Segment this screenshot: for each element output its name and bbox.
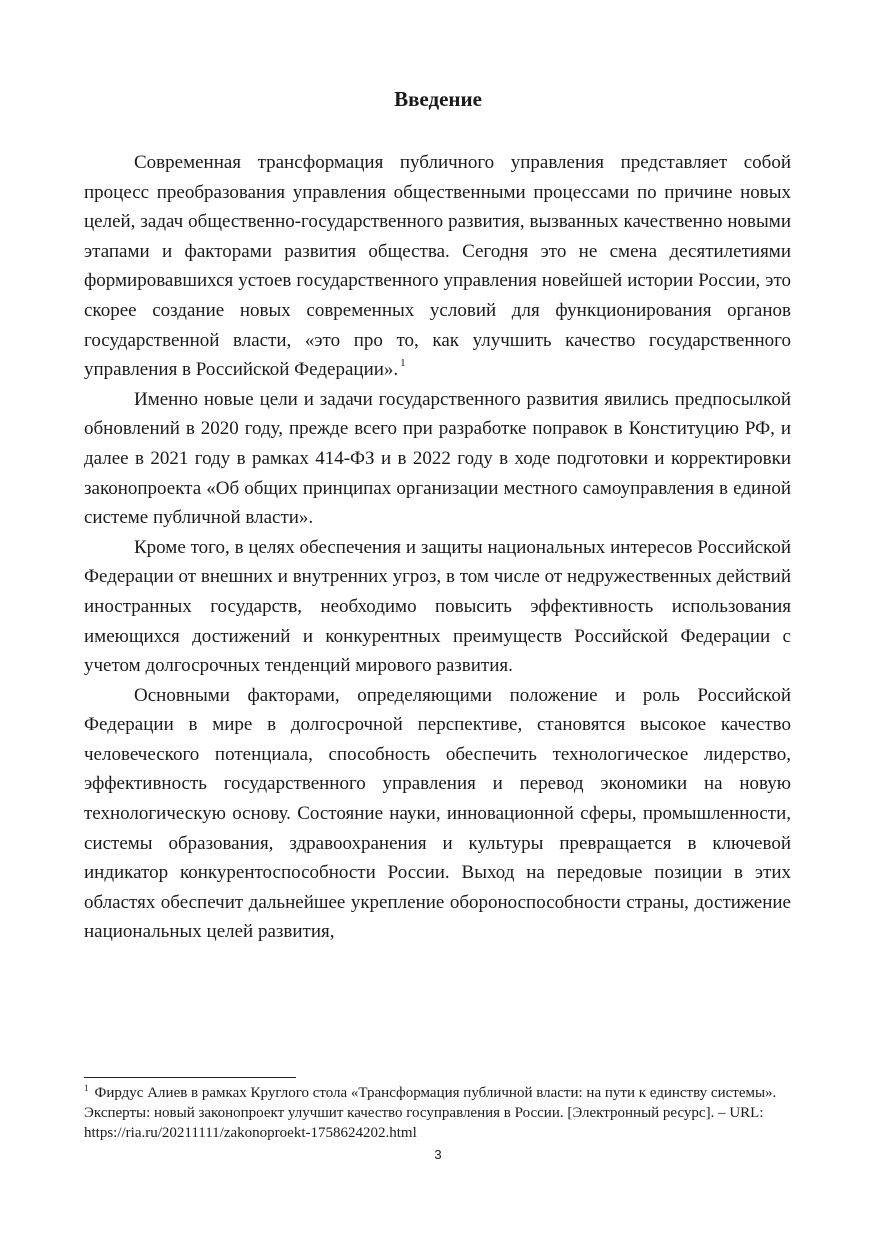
page-number: 3 [434,1147,442,1162]
paragraph-1 [84,148,791,385]
footnote-separator [84,1077,296,1078]
paragraph-4: Основными факторами, определяющими положение и роль Российской Федерации в мире в долгосрочной перспективе, становятся высокое качество человеческого потенциала, способность обеспечить технологическое лидерство, эффективность государственного управления и перевод экономики на новую технологическую основу. Состояние науки, инновационной сферы, промышленности, системы образования, здравоохранения и культуры превращается в ключевой индикатор конкурентоспособности России. Выход на передовые позиции в этих областях обеспечит дальнейшее укрепление обороноспособности страны, достижение национальных целей развития, [84,684,791,943]
footnote-reference[interactable]: 1 [400,356,406,369]
footnote-text: Фирдус Алиев в рамках Круглого стола «Трансформация публичной власти: на пути к единству системы». Эксперты: новый законопроект улучшит качество госуправления в России. [Электронный ресурс]. – URL: https://ria.ru/20211111/zakonoproekt-1758624202.html [84,1085,777,1141]
paragraph-1-text: Современная трансформация публичного управления представляет собой процесс преобразования управления общественными процессами по причине новых целей, задач общественно-государственного развития, вызванных качественно новыми этапами и факторами развития общества. Сегодня это не смена десятилетиями формировавшихся устоев государственного управления новейшей истории России, это скорее создание новых современных условий для функционирования органов государственной власти, «это про то, как улучшить качество государственного управления в Российской Федерации». [84,152,791,381]
footnote-number: 1 [84,1083,89,1093]
footnote [84,1083,784,1143]
page-title: Введение [394,87,482,111]
paragraph-2: Именно новые цели и задачи государственного развития явились предпосылкой обновлений в 2020 году, прежде всего при разработке поправок в Конституцию РФ, и далее в 2021 году в рамках 414-ФЗ и в 2022 году в ходе подготовки и корректировки законопроекта «Об общих принципах организации местного самоуправления в единой системе публичной власти». [84,388,791,529]
body-text [84,148,791,947]
paragraph-3: Кроме того, в целях обеспечения и защиты национальных интересов Российской Федерации от внешних и внутренних угроз, в том числе от недружественных действий иностранных государств, необходимо повысить эффективность использования имеющихся достижений и конкурентных преимуществ Российской Федерации с учетом долгосрочных тенденций мирового развития. [84,536,791,677]
